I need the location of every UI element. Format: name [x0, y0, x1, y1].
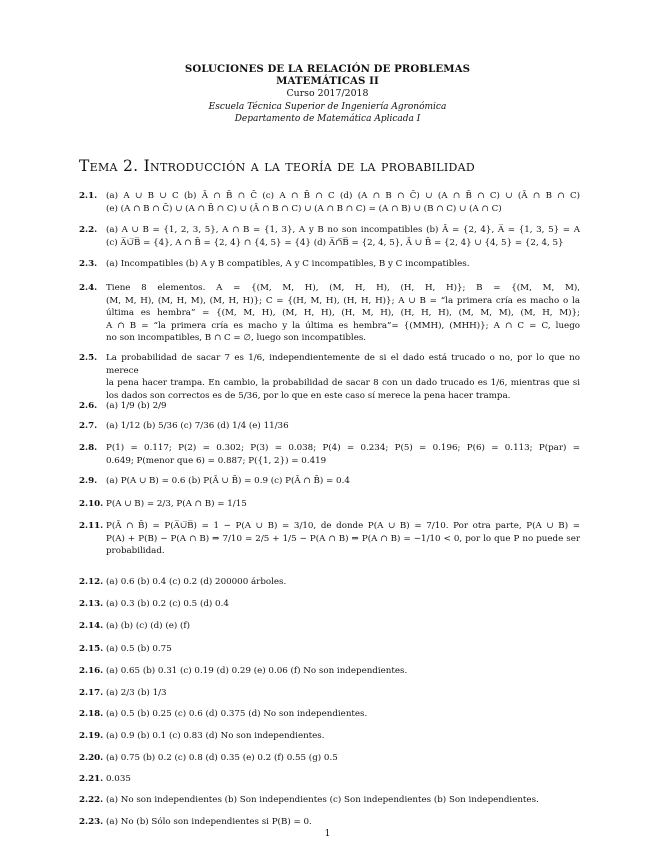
solution-number: 2.8. [79, 443, 98, 453]
solution-line: La probabilidad de sacar 7 es 1/6, independientemente de si el dado está trucado o no, por lo que no merece [106, 353, 580, 376]
solution-line: (a) 1/12 (b) 5/36 (c) 7/36 (d) 1/4 (e) 11/36 [106, 421, 289, 431]
solution-number: 2.13. [79, 599, 104, 609]
solution-line: (a) 1/9 (b) 2/9 [106, 401, 167, 411]
solution-line: (a) 0.75 (b) 0.2 (c) 0.8 (d) 0.35 (e) 0.2 (f) 0.55 (g) 0.5 [106, 753, 338, 763]
solution-number: 2.5. [79, 353, 98, 363]
solution-number: 2.16. [79, 666, 104, 676]
solution-number: 2.19. [79, 731, 104, 741]
solution-number: 2.3. [79, 259, 98, 269]
solution-line: (e) (A ∩ B ∩ C̄) ∪ (A ∩ B̄ ∩ C) ∪ (Ā ∩ B ∩ C) ∪ (A ∩ B ∩ C) = (A ∩ B) ∪ (B ∩ C) ∪ (A ∩ C) [106, 203, 502, 214]
solution-text [106, 773, 580, 786]
solution-number: 2.20. [79, 753, 104, 763]
solution-line: Tiene 8 elementos. A = {(M, M, H), (M, H, H), (H, H, H)}; B = {(M, M, M), [106, 283, 580, 293]
solution-line: A ∩ B = “la primera cría es macho y la última es hembra”= {(MMH), (MHH)}; A ∩ C = C, luego [106, 320, 580, 331]
solution-text [106, 352, 580, 402]
solution-text [106, 498, 580, 511]
solution-line: (a) 0.6 (b) 0.4 (c) 0.2 (d) 200000 árboles. [106, 577, 287, 587]
solution-line: 0.649; P(menor que 6) = 0.887; P({1, 2}) = 0.419 [106, 455, 327, 466]
document-title-line1: SOLUCIONES DE LA RELACIÓN DE PROBLEMAS [184, 63, 471, 75]
solution-text [106, 442, 580, 467]
solution-line: P(1) = 0.117; P(2) = 0.302; P(3) = 0.038; P(4) = 0.234; P(5) = 0.196; P(6) = 0.113; P(par) = [106, 443, 580, 453]
solution-number: 2.10. [79, 499, 104, 509]
solution-number: 2.9. [79, 476, 98, 486]
solution-text [106, 643, 580, 656]
solution-line: (a) (b) (c) (d) (e) (f) [106, 621, 191, 631]
solution-number: 2.17. [79, 688, 104, 698]
document-title-line2: MATEMÁTICAS II [276, 75, 379, 87]
solution-line: (a) Incompatibles (b) A y B compatibles, A y C incompatibles, B y C incompatibles. [106, 259, 470, 269]
solution-line: (a) 0.65 (b) 0.31 (c) 0.19 (d) 0.29 (e) 0.06 (f) No son independientes. [106, 666, 408, 676]
solution-text [106, 520, 580, 558]
page-number: 1 [324, 829, 331, 839]
solution-text [106, 258, 580, 271]
solution-number: 2.22. [79, 795, 104, 805]
solution-number: 2.23. [79, 817, 104, 827]
solution-text [106, 475, 580, 488]
solution-line: (a) P(A ∪ B) = 0.6 (b) P(Ā ∪ B̄) = 0.9 (c) P(Ā ∩ B̄) = 0.4 [106, 476, 350, 486]
solution-line: (a) 0.5 (b) 0.75 [106, 644, 172, 654]
chapter-heading: Tema 2. Introducción a la teoría de la probabilidad [79, 157, 476, 175]
solution-text [106, 816, 580, 829]
solution-number: 2.6. [79, 401, 98, 411]
solution-line: P(A) + P(B) − P(A ∩ B) ⇒ 7/10 = 2/5 + 1/5 − P(A ∩ B) ⇒ P(A ∩ B) = −1/10 < 0, por lo que P no puede ser [106, 533, 580, 544]
solution-line: (a) 0.3 (b) 0.2 (c) 0.5 (d) 0.4 [106, 599, 229, 609]
solution-line: (a) 0.5 (b) 0.25 (c) 0.6 (d) 0.375 (d) No son independientes. [106, 709, 368, 719]
solution-text [106, 708, 580, 721]
solution-number: 2.15. [79, 644, 104, 654]
solution-text [106, 576, 580, 589]
solution-text [106, 730, 580, 743]
solution-text [106, 190, 580, 215]
solution-number: 2.18. [79, 709, 104, 719]
solution-number: 2.4. [79, 283, 98, 293]
solution-number: 2.14. [79, 621, 104, 631]
solution-number: 2.11. [79, 521, 104, 531]
solution-text [106, 400, 580, 413]
solution-line: (c) A̅∪̅B̅ = {4}, A ∩ B̄ = {2, 4} ∩ {4, 5} = {4} (d) A̅∩̅B̅ = {2, 4, 5}, Ā ∪ B̄ = {2, 4} ∪ {4, 5} = {2, 4, 5} [106, 237, 564, 248]
solution-line: (a) 2/3 (b) 1/3 [106, 688, 167, 698]
solution-text [106, 620, 580, 633]
solution-line: (a) A ∪ B = {1, 2, 3, 5}, A ∩ B = {1, 3}, A y B no son incompatibles (b) Ā = {2, 4}, A̅ = {1, 3, 5} = A [106, 225, 580, 235]
solution-text [106, 282, 580, 345]
solution-line: (a) No (b) Sólo son independientes si P(B) = 0. [106, 817, 312, 827]
solution-number: 2.7. [79, 421, 98, 431]
solution-number: 2.21. [79, 774, 104, 784]
school-name: Escuela Técnica Superior de Ingeniería Agronómica [208, 102, 447, 112]
solution-line: 0.035 [106, 774, 131, 784]
solution-line: probabilidad. [106, 546, 165, 557]
solution-line: (a) A ∪ B ∪ C (b) Ā ∩ B̄ ∩ C̄ (c) A ∩ B̄ ∩ C (d) (A ∩ B ∩ C̄) ∪ (A ∩ B̄ ∩ C) ∪ (Ā ∩ B ∩ C) [106, 191, 580, 201]
solution-line: P(A ∪ B) = 2/3, P(A ∩ B) = 1/15 [106, 499, 247, 509]
solution-text [106, 420, 580, 433]
solution-text [106, 794, 580, 807]
solution-line: (a) 0.9 (b) 0.1 (c) 0.83 (d) No son independientes. [106, 731, 325, 741]
solution-number: 2.1. [79, 191, 98, 201]
solution-number: 2.2. [79, 225, 98, 235]
solution-text [106, 598, 580, 611]
solution-text [106, 752, 580, 765]
solution-text [106, 665, 580, 678]
solution-text [106, 687, 580, 700]
solution-line: no son incompatibles, B ∩ C = ∅, luego son incompatibles. [106, 333, 367, 344]
solution-line: los dados son correctos es de 5/36, por lo que en este caso sí merece la pena hacer trampa. [106, 390, 511, 401]
solution-line: P(Ā ∩ B̄) = P(A̅∪̅B̅) = 1 − P(A ∪ B) = 3/10, de donde P(A ∪ B) = 7/10. Por otra parte, P(A ∪ B) = [106, 521, 580, 531]
solution-line: (M, M, H), (M, H, M), (M, H, H)}; C = {(H, M, H), (H, H, H)}; A ∪ B = “la primera cría es macho o la [106, 295, 580, 306]
solution-line: la pena hacer trampa. En cambio, la probabilidad de sacar 8 con un dado trucado es 1/6, mientras que si [106, 378, 580, 389]
course-year: Curso 2017/2018 [286, 88, 369, 99]
solution-line: (a) No son independientes (b) Son independientes (c) Son independientes (b) Son independientes. [106, 795, 539, 805]
department-name: Departamento de Matemática Aplicada I [234, 114, 421, 124]
solution-line: última es hembra” = {(M, M, H), (M, H, H), (H, M, H), (H, H, H), (M, M, M), (M, H, M)}; [106, 308, 580, 319]
solution-text [106, 224, 580, 249]
solution-number: 2.12. [79, 577, 104, 587]
